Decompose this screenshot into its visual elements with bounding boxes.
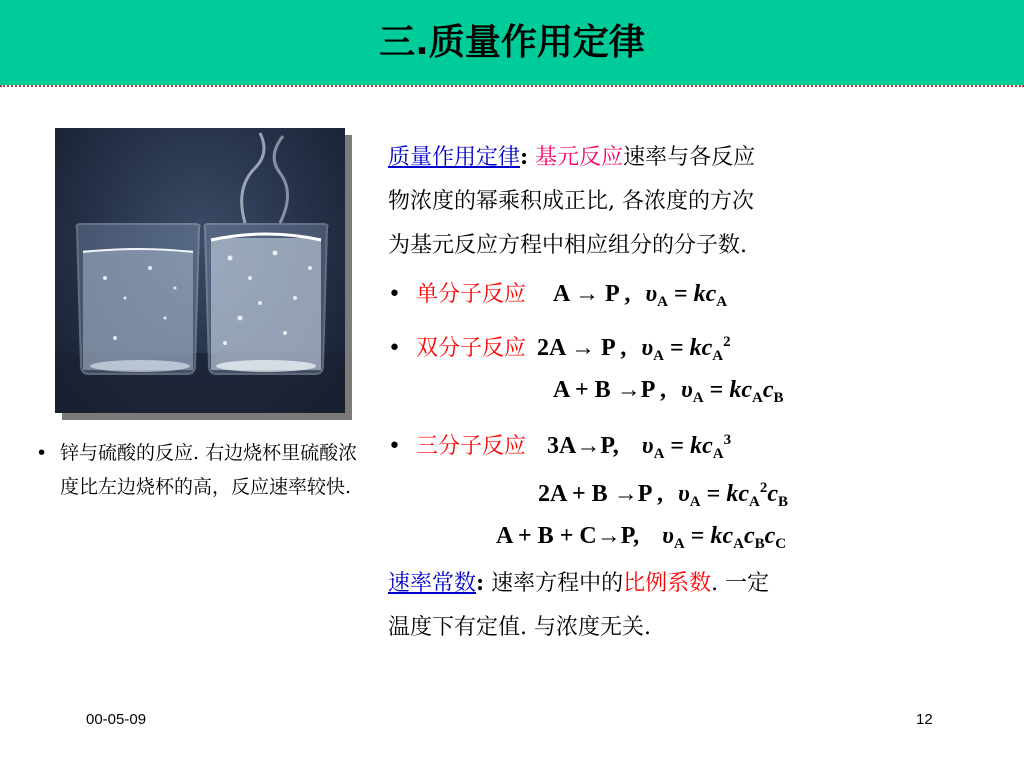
equals: = — [684, 523, 711, 549]
subscript: B — [773, 390, 784, 406]
c-symbol: c — [722, 523, 734, 549]
c-symbol: c — [764, 523, 776, 549]
termolecular-equation-3: A + B + C→P, — [496, 523, 640, 549]
termolecular-equation-2: 2A + B →P , — [538, 481, 664, 507]
termolecular-item-2 — [538, 468, 788, 523]
subscript: A — [653, 348, 664, 364]
termolecular-equation-1: 3A→P, — [547, 433, 619, 459]
unimolecular-item — [388, 274, 727, 323]
ratio-term: 比例系数 — [623, 571, 712, 596]
equals: = — [663, 335, 690, 361]
law-line1-rest: 速率与各反应 — [623, 145, 756, 170]
caption-bullet: • — [36, 442, 48, 464]
rate-constant-line2: 温度下有定值. 与浓度无关. — [388, 615, 651, 640]
page-number: 12 — [916, 711, 933, 728]
bimolecular-item-2 — [553, 370, 784, 419]
c-symbol: c — [762, 377, 774, 403]
equals: = — [667, 281, 694, 307]
bimolecular-item — [388, 322, 731, 377]
subscript: A — [733, 536, 744, 552]
termolecular-label: 三分子反应 — [415, 434, 526, 459]
subscript: A — [751, 390, 763, 406]
subscript: A — [712, 446, 724, 462]
law-definition-line3: 为基元反应方程中相应组分的分子数. — [388, 233, 747, 258]
bullet: • — [388, 434, 401, 459]
unimolecular-label: 单分子反应 — [415, 282, 526, 307]
bullet: • — [388, 336, 401, 361]
law-colon: : — [520, 144, 529, 170]
law-term: 质量作用定律 — [388, 145, 521, 170]
bimolecular-equation-1: 2A → P , — [537, 335, 627, 361]
c-symbol: c — [702, 433, 713, 459]
subscript: A — [692, 390, 704, 406]
superscript: 2 — [723, 334, 731, 350]
c-symbol: c — [701, 335, 713, 361]
subscript: C — [775, 536, 787, 552]
law-definition-line2: 物浓度的幂乘积成正比, 各浓度的方次 — [388, 189, 754, 214]
rate-constant-line1 — [388, 563, 769, 604]
k-symbol: k — [729, 377, 742, 403]
k-symbol: k — [693, 281, 706, 307]
rate-symbol: υ — [662, 523, 674, 549]
subscript: B — [777, 494, 788, 510]
rate-symbol: υ — [681, 377, 693, 403]
c-symbol: c — [743, 523, 755, 549]
subscript: A — [689, 494, 701, 510]
c-symbol: c — [738, 481, 749, 507]
rate-symbol: υ — [641, 433, 654, 459]
k-symbol: k — [710, 523, 723, 549]
unimolecular-equation: A → P , — [553, 281, 631, 307]
slide-title: 三.质量作用定律 — [379, 22, 645, 63]
subscript: B — [754, 536, 765, 552]
c-symbol: c — [705, 281, 717, 307]
subscript: A — [653, 446, 665, 462]
rate-constant-term: 速率常数 — [388, 571, 477, 596]
beakers-photo — [55, 128, 345, 413]
title-divider — [0, 85, 1024, 87]
termolecular-item — [388, 420, 731, 475]
bimolecular-equation-2: A + B →P , — [553, 377, 667, 403]
subscript: A — [673, 536, 685, 552]
rate-constant-colon: : — [476, 570, 485, 596]
subscript: A — [712, 348, 724, 364]
footer-date: 00-05-09 — [86, 711, 147, 728]
c-symbol: c — [741, 377, 752, 403]
rate-constant-mid: 速率方程中的 — [491, 571, 624, 596]
k-symbol: k — [689, 335, 702, 361]
rate-symbol: υ — [641, 335, 654, 361]
superscript: 3 — [723, 432, 732, 448]
bullet: • — [388, 282, 401, 307]
k-symbol: k — [726, 481, 739, 507]
c-symbol: c — [767, 481, 778, 507]
rate-symbol: υ — [678, 481, 690, 507]
termolecular-item-3 — [496, 516, 786, 565]
k-symbol: k — [690, 433, 703, 459]
rate-symbol: υ — [645, 281, 658, 307]
equals: = — [703, 377, 730, 403]
superscript: 2 — [759, 480, 768, 496]
bimolecular-label: 双分子反应 — [415, 336, 526, 361]
title-bar — [0, 0, 1024, 85]
photo-caption — [36, 436, 371, 504]
equals: = — [700, 481, 727, 507]
subscript: A — [716, 294, 728, 310]
elementary-term: 基元反应 — [535, 145, 624, 170]
beakers-illustration — [55, 128, 345, 413]
subscript: A — [657, 294, 668, 310]
rate-constant-end: . 一定 — [711, 571, 770, 596]
law-definition-line1 — [388, 137, 755, 178]
subscript: A — [748, 494, 760, 510]
equals: = — [664, 433, 691, 459]
caption-text: 锌与硫酸的反应. 右边烧杯里硫酸浓度比左边烧杯的高，反应速率较快. — [60, 442, 358, 498]
